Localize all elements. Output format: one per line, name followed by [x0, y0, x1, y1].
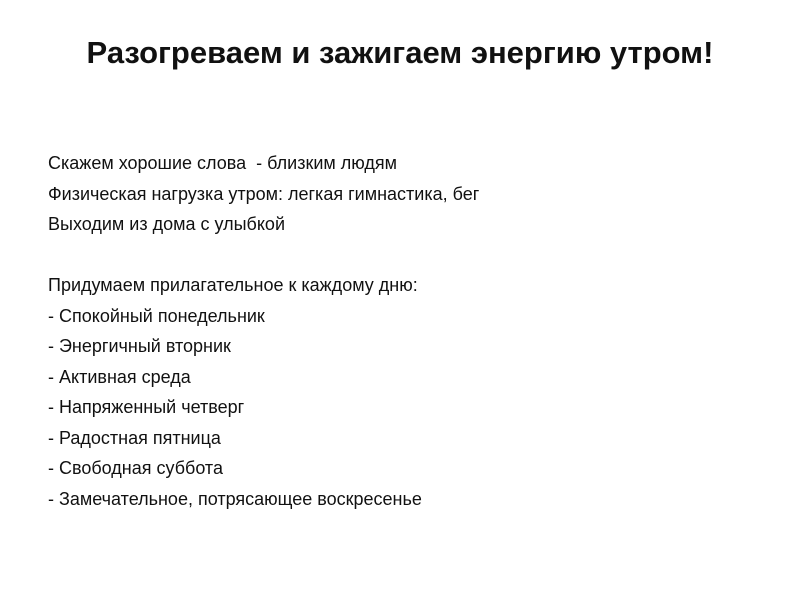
day-item-monday: - Спокойный понедельник: [48, 305, 265, 326]
day-item-thursday: - Напряженный четверг: [48, 397, 245, 417]
intro-line: Выходим из дома с улыбкой: [48, 214, 285, 234]
intro-line: Скажем хорошие слова - близким людям: [48, 153, 397, 173]
slide-body: [48, 148, 768, 514]
slide-title: Разогреваем и зажигаем энергию утром!: [86, 35, 714, 70]
day-item-tuesday: - Энергичный вторник: [48, 336, 231, 356]
day-item-saturday: - Свободная суббота: [48, 458, 223, 478]
day-item-wednesday: - Активная среда: [48, 366, 191, 387]
list-heading: Придумаем прилагательное к каждому дню:: [48, 275, 418, 295]
day-item-friday: - Радостная пятница: [48, 427, 221, 448]
day-item-sunday: - Замечательное, потрясающее воскресенье: [48, 488, 422, 509]
paragraph-gap: [48, 240, 768, 271]
intro-line: Физическая нагрузка утром: легкая гимнастика, бег: [48, 183, 480, 204]
